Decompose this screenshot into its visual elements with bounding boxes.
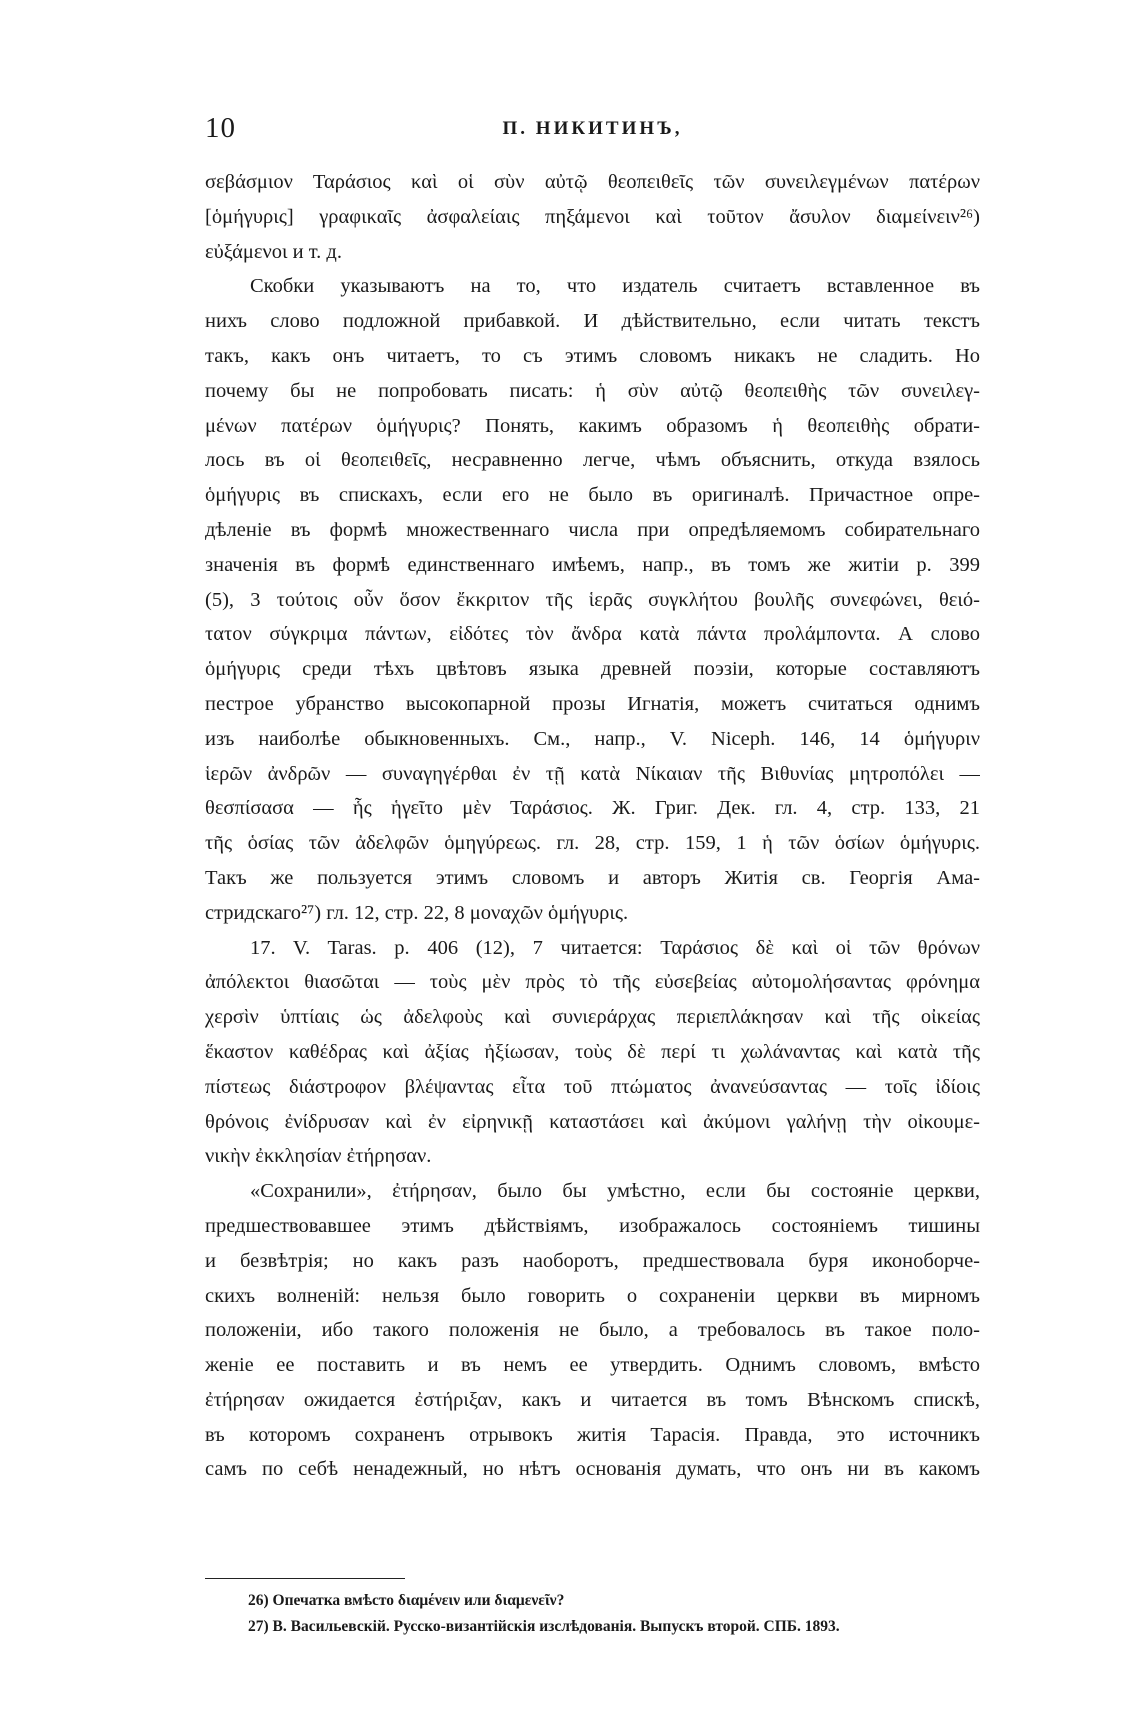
page-number: 10 <box>205 112 236 144</box>
text-line: ἕκαστον καθέδρας καὶ ἀξίας ἠξίωσαν, τοὺς δὲ περί τι χωλάναντας καὶ κατὰ τῆς <box>205 1040 980 1063</box>
text-line: пестрое убранство высокопарной прозы Игнатія, можетъ считаться однимъ <box>205 692 980 715</box>
text-line: скихъ волненій: нельзя было говорить о сохраненіи церкви въ мирномъ <box>205 1284 980 1307</box>
text-line: значенія въ формѣ единственнаго имѣемъ, напр., въ томъ же житіи p. 399 <box>205 553 980 576</box>
text-line: такъ, какъ онъ читаетъ, то съ этимъ словомъ никакъ не сладить. Но <box>205 344 980 367</box>
text-line: ἱερῶν ἀνδρῶν — συναγηγέρθαι ἐν τῇ κατὰ Νίκαιαν τῆς Βιθυνίας μητροπόλει — <box>205 762 980 785</box>
text-line: τατον σύγκριμα πάντων, εἰδότες τὸν ἄνδρα κατὰ πάντα προλάμποντα. А слово <box>205 623 980 646</box>
text-line: въ которомъ сохраненъ отрывокъ житія Тарасія. Правда, это источникъ <box>205 1423 980 1446</box>
text-line: σεβάσμιον Ταράσιος καὶ οἱ σὺν αὐτῷ θεοπειθεῖς τῶν συνειλεγμένων πατέρων <box>205 171 980 193</box>
text-line: изъ наиболѣе обыкновенныхъ. См., напр., V. Niceph. 146, 14 ὁμήγυριν <box>205 727 980 750</box>
text-line: 17. V. Taras. p. 406 (12), 7 читается: Ταράσιος δὲ καὶ οἱ τῶν θρόνων <box>250 936 980 959</box>
text-line: τῆς ὁσίας τῶν ἀδελφῶν ὁμηγύρεως. гл. 28, стр. 159, 1 ἡ τῶν ὁσίων ὁμήγυρις. <box>205 832 980 855</box>
main-text <box>205 165 980 1487</box>
text-line: положеніи, ибо такого положенія не было, а требовалось въ такое поло- <box>205 1319 980 1342</box>
text-line: θεσπίσασα — ἧς ἡγεῖτο μὲν Ταράσιος. Ж. Григ. Дек. гл. 4, стр. 133, 21 <box>205 797 980 820</box>
text-line: Такъ же пользуется этимъ словомъ и авторъ Житія св. Георгія Ама- <box>205 866 980 889</box>
footnote-27: 27) В. Васильевскій. Русско-византійскія изслѣдованія. Выпускъ второй. СПБ. 1893. <box>248 1618 840 1635</box>
text-line: почему бы не попробовать писать: ἡ σὺν αὐτῷ θεοπειθὴς τῶν συνειλεγ- <box>205 379 980 402</box>
text-line: дѣленіе въ формѣ множественнаго числа при опредѣляемомъ собирательнаго <box>205 518 980 541</box>
text-line: χερσὶν ὑπτίαις ὡς ἀδελφοὺς καὶ συνιεράρχας περιεπλάκησαν καὶ τῆς οἰκείας <box>205 1006 980 1029</box>
text-line: εὐξάμενοι и т. д. <box>205 240 342 263</box>
text-line: ἐτήρησαν ожидается ἐστήριξαν, какъ и читается въ томъ Вѣнскомъ спискѣ, <box>205 1388 980 1411</box>
text-line: «Сохранили», ἐτήρησαν, было бы умѣстно, если бы состояніе церкви, <box>250 1180 980 1203</box>
text-line: предшествовавшее этимъ дѣйствіямъ, изображалось состояніемъ тишины <box>205 1214 980 1237</box>
text-line: Скобки указываютъ на то, что издатель считаетъ вставленное въ <box>250 275 980 298</box>
page-header <box>205 112 980 152</box>
text-line: μένων πατέρων ὁμήγυρις? Понять, какимъ образомъ ἡ θεοπειθὴς обрати- <box>205 414 980 437</box>
text-line: нихъ слово подложной прибавкой. И дѣйствительно, если читать текстъ <box>205 310 980 333</box>
text-line: νικὴν ἐκκλησίαν ἐτήρησαν. <box>205 1145 432 1168</box>
running-title: П. НИКИТИНЪ, <box>502 118 683 139</box>
footnote-divider <box>205 1578 405 1579</box>
text-line: женіе ее поставить и въ немъ ее утвердить. Однимъ словомъ, вмѣсто <box>205 1354 980 1377</box>
text-line: θρόνοις ἐνίδρυσαν καὶ ἐν εἰρηνικῇ καταστάσει καὶ ἀκύμονι γαλήνῃ τὴν οἰκουμε- <box>205 1110 980 1133</box>
text-line: ἀπόλεκτοι θιασῶται — τοὺς μὲν πρὸς τὸ τῆς εὐσεβείας αὐτομολήσαντας φρόνημα <box>205 971 980 994</box>
text-line: самъ по себѣ ненадежный, но нѣтъ основанія думать, что онъ ни въ какомъ <box>205 1458 980 1481</box>
text-line: стридскаго²⁷) гл. 12, стр. 22, 8 μοναχῶν ὁμήγυρις. <box>205 901 629 924</box>
text-line: [ὁμήγυρις] γραφικαῖς ἀσφαλείαις πηξάμενοι καὶ τοῦτον ἄσυλον διαμείνειν²⁶) <box>205 205 980 228</box>
footnote-26: 26) Опечатка вмѣсто διαμένειν или διαμενεῖν? <box>248 1592 565 1609</box>
text-line: πίστεως διάστροφον βλέψαντας εἶτα τοῦ πτώματος ἀνανεύσαντας — τοῖς ἰδίοις <box>205 1075 980 1098</box>
text-line: (5), 3 τούτοις οὖν ὅσον ἔκκριτον τῆς ἱερᾶς συγκλήτου βουλῆς συνεφώνει, θειό- <box>205 588 980 611</box>
text-line: ὁμήγυρις среди тѣхъ цвѣтовъ языка древней поэзіи, которые составляютъ <box>205 658 980 681</box>
text-line: и безвѣтрія; но какъ разъ наоборотъ, предшествовала буря иконоборче- <box>205 1249 980 1272</box>
text-line: ὁμήγυρις въ спискахъ, если его не было въ оригиналѣ. Причастное опре- <box>205 484 980 507</box>
footnotes <box>248 1588 988 1640</box>
text-line: лось въ οἱ θεοπειθεῖς, несравненно легче, чѣмъ объяснить, откуда взялось <box>205 449 980 472</box>
